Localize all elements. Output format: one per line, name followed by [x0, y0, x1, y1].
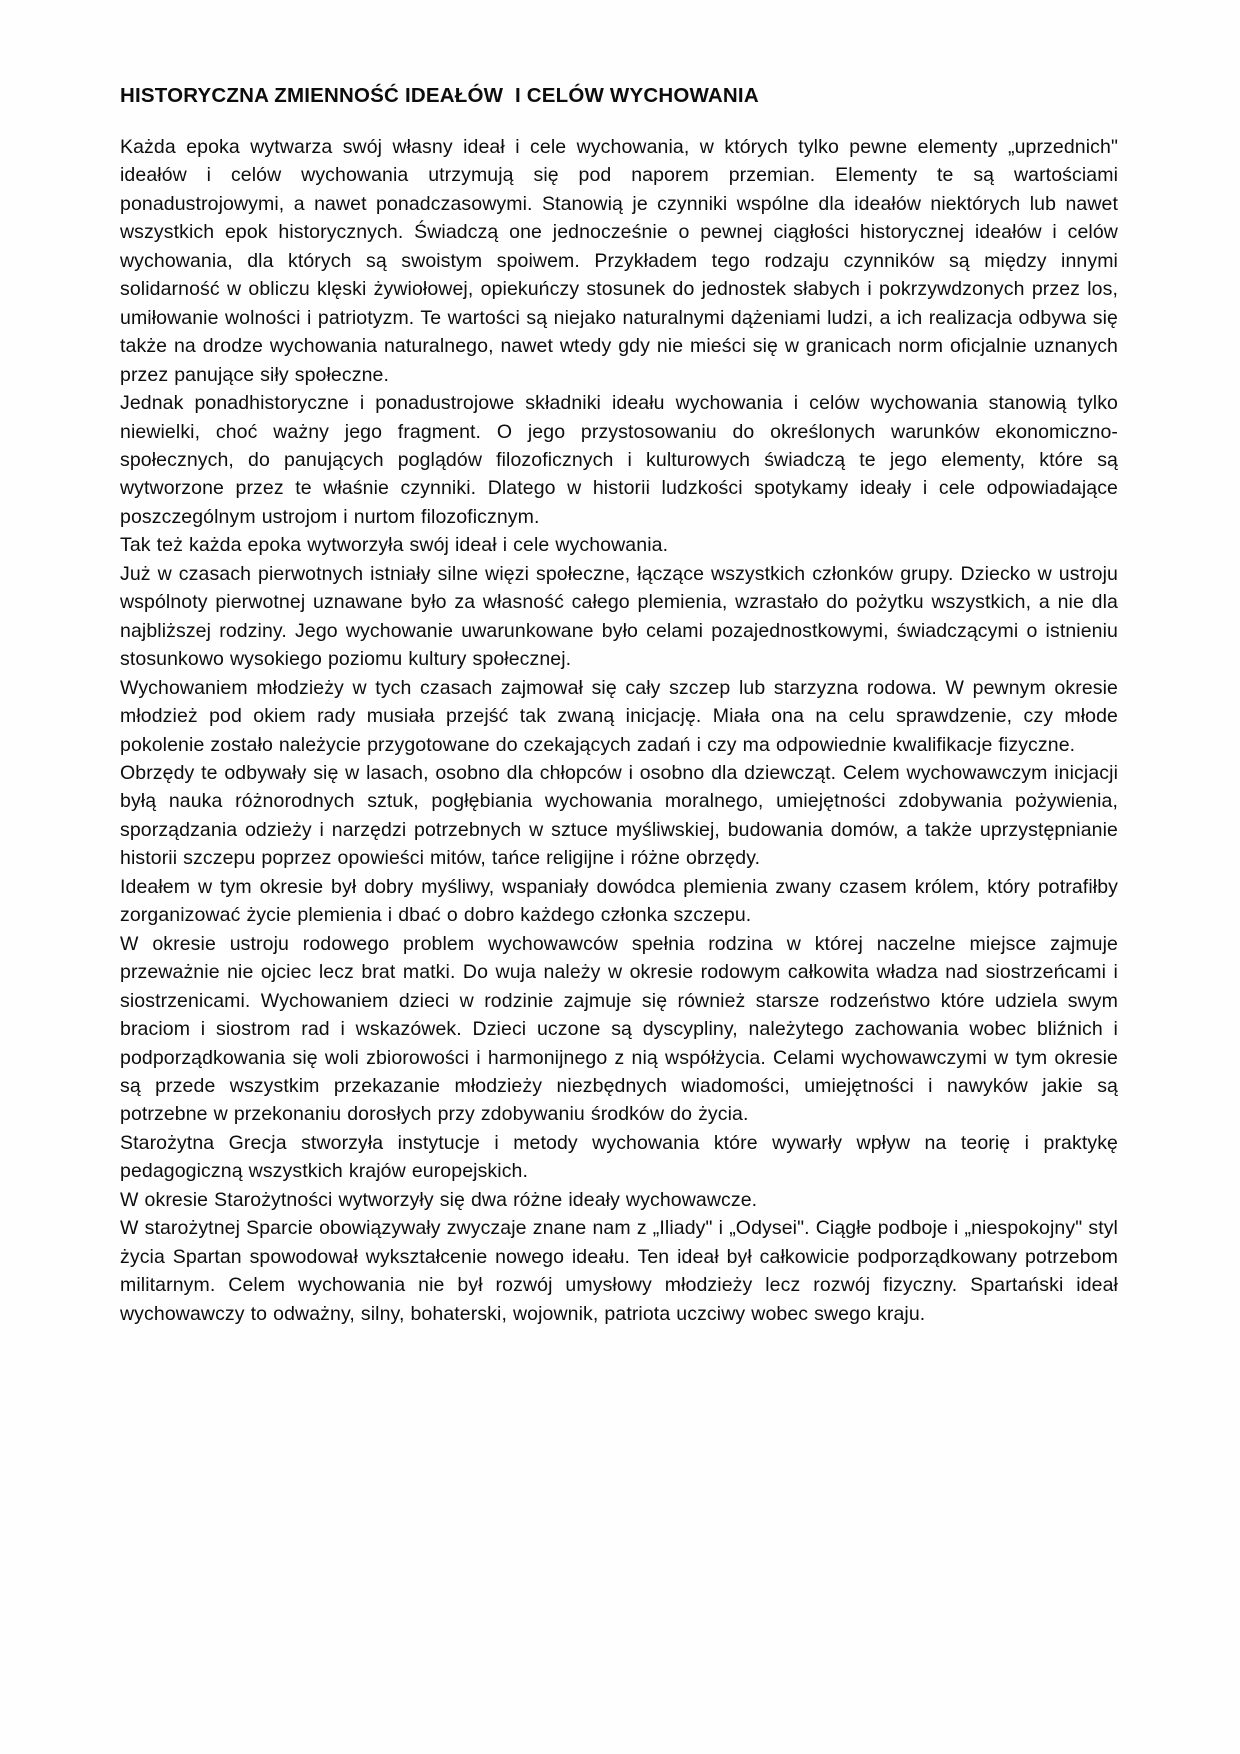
- paragraph: Starożytna Grecja stworzyła instytucje i metody wychowania które wywarły wpływ na teorię i praktykę pedagogiczną wszystkich krajów europejskich.: [120, 1131, 1118, 1183]
- paragraph: Obrzędy te odbywały się w lasach, osobno dla chłopców i osobno dla dziewcząt. Celem wychowawczym inicjacji byłą nauka różnorodnych sztuk, pogłębiania wychowania moralnego, umiejętności zdobywania pożywienia, sporządzania odzieży i narzędzi potrzebnych w sztuce myśliwskiej, budowania domów, a także uprzystępnianie historii szczepu poprzez opowieści mitów, tańce religijne i różne obrzędy.: [120, 761, 1118, 870]
- paragraph: Tak też każda epoka wytworzyła swój ideał i cele wychowania.: [120, 534, 669, 557]
- paragraph: Każda epoka wytwarza swój własny ideał i cele wychowania, w których tylko pewne elementy „uprzednich" ideałów i celów wychowania utrzymują się pod naporem przemian. Elementy te są wartościami ponadustrojowymi, a nawet ponadczasowymi. Stanowią je czynniki wspólne dla ideałów niektórych lub nawet wszystkich epok historycznych. Świadczą one jednocześnie o pewnej ciągłości historycznej ideałów i celów wychowania, dla których są swoistym spoiwem. Przykładem tego rodzaju czynników są między innymi solidarność w obliczu klęski żywiołowej, opiekuńczy stosunek do jednostek słabych i pokrzywdzonych przez los, umiłowanie wolności i patriotyzm. Te wartości są niejako naturalnymi dążeniami ludzi, a ich realizacja odbywa się także na drodze wychowania naturalnego, nawet wtedy gdy nie mieści się w granicach norm oficjalnie uznanych przez panujące siły społeczne.: [120, 136, 1118, 386]
- paragraph: W starożytnej Sparcie obowiązywały zwyczaje znane nam z „Iliady" i „Odysei". Ciągłe podboje i „niespokojny" styl życia Spartan spowodował wykształcenie nowego ideału. Ten ideał był całkowicie podporządkowany potrzebom militarnym. Celem wychowania nie był rozwój umysłowy młodzieży lecz rozwój fizyczny. Spartański ideał wychowawczy to odważny, silny, bohaterski, wojownik, patriota uczciwy wobec swego kraju.: [120, 1217, 1118, 1325]
- paragraph: Jednak ponadhistoryczne i ponadustrojowe składniki ideału wychowania i celów wychowania stanowią tylko niewielki, choć ważny jego fragment. O jego przystosowaniu do określonych warunków ekonomiczno-społecznych, do panujących poglądów filozoficznych i kulturowych świadczą te jego elementy, które są wytworzone przez te właśnie czynniki. Dlatego w historii ludzkości spotykamy ideały i cele odpowiadające poszczególnym ustrojom i nurtom filozoficznym.: [120, 392, 1118, 528]
- paragraph: Już w czasach pierwotnych istniały silne więzi społeczne, łączące wszystkich członków grupy. Dziecko w ustroju wspólnoty pierwotnej uznawane było za własność całego plemienia, wzrastało do pożytku wszystkich, a nie dla najbliższej rodziny. Jego wychowanie uwarunkowane było celami pozajednostkowymi, świadczącymi o istnieniu stosunkowo wysokiego poziomu kultury społecznej.: [120, 562, 1118, 671]
- document-title: HISTORYCZNA ZMIENNOŚĆ IDEAŁÓW I CELÓW WYCHOWANIA: [120, 84, 759, 107]
- paragraph: Wychowaniem młodzieży w tych czasach zajmował się cały szczep lub starzyzna rodowa. W pewnym okresie młodzież pod okiem rady musiała przejść tak zwaną inicjację. Miała ona na celu sprawdzenie, czy młode pokolenie zostało należycie przygotowane do czekających zadań i czy ma odpowiednie kwalifikacje fizyczne.: [120, 676, 1118, 756]
- paragraph: W okresie Starożytności wytworzyły się dwa różne ideały wychowawcze.: [120, 1188, 758, 1211]
- document-body: [120, 133, 1118, 1328]
- paragraph: W okresie ustroju rodowego problem wychowawców spełnia rodzina w której naczelne miejsce zajmuje przeważnie nie ojciec lecz brat matki. Do wuja należy w okresie rodowym całkowita władza nad siostrzeńcami i siostrzenicami. Wychowaniem dzieci w rodzinie zajmuje się również starsze rodzeństwo które udziela swym braciom i siostrom rad i wskazówek. Dzieci uczone są dyscypliny, należytego zachowania wobec bliźnich i podporządkowania się woli zbiorowości i harmonijnego z nią współżycia. Celami wychowawczymi w tym okresie są przede wszystkim przekazanie młodzieży niezbędnych wiadomości, umiejętności i nawyków jakie są potrzebne w przekonaniu dorosłych przy zdobywaniu środków do życia.: [120, 932, 1118, 1126]
- paragraph: Ideałem w tym okresie był dobry myśliwy, wspaniały dowódca plemienia zwany czasem królem, który potrafiłby zorganizować życie plemienia i dbać o dobro każdego członka szczepu.: [120, 875, 1118, 927]
